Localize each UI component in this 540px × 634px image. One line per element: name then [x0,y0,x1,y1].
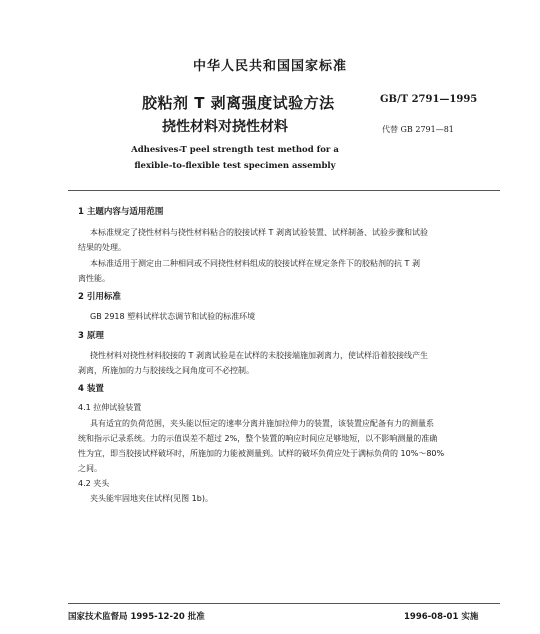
top-divider [68,190,500,191]
standard-number: GB/T 2791—1995 [380,94,478,105]
section-4-heading: 4 装置 [78,384,104,394]
section-1-para-2-line-1: 本标准适用于测定由二种相同或不同挠性材料组成的胶接试样在规定条件下的胶粘剂的抗 T 剥 [90,259,420,268]
english-title [0,142,470,174]
section-4-1-line-3: 性为宜，即当胶接试样破坏时，所施加的力能被测量到。试样的破坏负荷应处于满标负荷的 10%～80% [78,449,445,458]
replaces-standard: 代替 GB 2791—81 [382,125,454,134]
section-4-1-heading: 4.1 拉伸试验装置 [78,403,142,412]
section-1-para-2-line-2: 离性能。 [78,274,110,283]
section-4-1-line-1: 具有适宜的负荷范围，夹头能以恒定的速率分离并施加拉伸力的装置，该装置应配备有力的测量系 [90,419,434,428]
section-1-para-1-line-1: 本标准规定了挠性材料与挠性材料粘合的胶接试样 T 剥离试验装置、试样制备、试验步骤和试验 [90,228,428,237]
section-1-para-1-line-2: 结果的处理。 [78,243,126,252]
section-2-heading: 2 引用标准 [78,292,121,302]
section-4-1-line-2: 统和指示记录系统。力的示值误差不超过 2%，整个装置的响应时间应足够地短，以不影响测量的准确 [78,434,438,443]
section-4-1-line-4: 之间。 [78,464,102,473]
section-3-heading: 3 原理 [78,331,104,341]
english-title-line-2: flexible-to-flexible test specimen assembly [134,161,336,171]
section-4-2-line-1: 夹头能牢固地夹住试样(见图 1b)。 [90,494,213,503]
section-4-2-heading: 4.2 夹头 [78,479,110,488]
english-title-line-1: Adhesives-T peel strength test method for a [131,145,339,155]
footer-divider [68,603,500,604]
section-1-heading: 1 主题内容与适用范围 [78,207,164,217]
document-subtitle: 挠性材料对挠性材料 [162,119,288,135]
section-3-line-1: 挠性材料对挠性材料胶接的 T 剥离试验是在试样的未胶接端施加剥离力，使试样沿着胶接线产生 [90,351,428,360]
approval-date: 国家技术监督局 1995-12-20 批准 [68,612,205,622]
section-3-line-2: 剥离，所施加的力与胶接线之间角度可不必控制。 [78,366,254,375]
document-title: 胶粘剂 T 剥离强度试验方法 [142,94,335,112]
section-2-reference: GB 2918 塑料试样状态调节和试验的标准环境 [90,312,256,321]
implementation-date: 1996-08-01 实施 [404,612,479,622]
standard-header: 中华人民共和国国家标准 [192,59,347,74]
